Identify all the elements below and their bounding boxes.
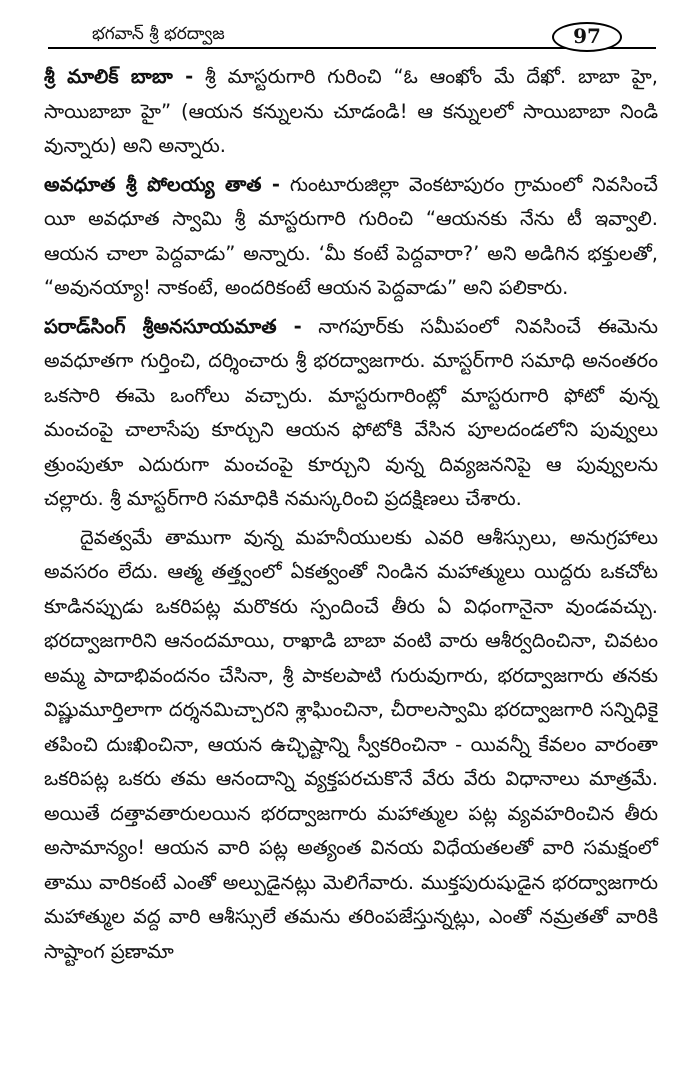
- running-header: [48, 22, 656, 52]
- paragraph-text: నాగపూర్‌కు సమీపంలో నివసించే ఈమెను అవధూతగా గుర్తించి, దర్శించారు శ్రీ భరద్వాజగారు. మాస్టర్‌గారి సమాధి అనంతరం ఒకసారి ఈమె ఒంగోలు వచ్చారు. మాస్టరుగారింట్లో మాస్టరుగారి ఫోటో వున్న మంచంపై చాలాసేపు కూర్చుని ఆయన ఫోటోకి వేసిన పూలదండలోని పువ్వులు త్రుంపుతూ ఎదురుగా మంచంపై కూర్చుని వున్న దివ్యజననిపై ఆ పువ్వులను చల్లారు. శ్రీ మాస్టర్‌గారి సమాధికి నమస్కరించి ప్రదక్షిణలు చేశారు.: [44, 314, 658, 510]
- paragraph-divinity: [44, 521, 658, 970]
- paragraph-heading: అవధూత శ్రీ పోలయ్య తాత -: [44, 172, 281, 196]
- paragraph-polayya-tata: [44, 168, 658, 306]
- paragraph-malik-baba: [44, 60, 658, 164]
- paragraph-text: దైవత్వమే తాముగా వున్న మహనీయులకు ఎవరి ఆశీస్సులు, అనుగ్రహాలు అవసరం లేదు. ఆత్మ తత్త్వంలో ఏకత్వంతో నిండిన మహాత్ములు యిద్దరు ఒకచోట కూడినప్పుడు ఒకరిపట్ల మరొకరు స్పందించే తీరు ఏ విధంగానైనా వుండవచ్చు. భరద్వాజగారిని ఆనందమాయి, రాఖాడి బాబా వంటి వారు ఆశీర్వదించినా, చివటం అమ్మ పాదాభివందనం చేసినా, శ్రీ పాకలపాటి గురువుగారు, భరద్వాజగారు తనకు విష్ణుమూర్తిలాగా దర్శనమిచ్చారని శ్లాఘించినా, చీరాలస్వామి భరద్వాజగారి సన్నిధికై తపించి దుఃఖించినా, ఆయన ఉచ్ఛిష్టాన్ని స్వీకరించినా - యివన్నీ కేవలం వారంతా ఒకరిపట్ల ఒకరు తమ ఆనందాన్ని వ్యక్తపరచుకొనే వేరు వేరు విధానాలు మాత్రమే. అయితే దత్తావతారులయిన భరద్వాజగారు మహాత్ముల పట్ల వ్యవహరించిన తీరు అసామాన్యం! ఆయన వారి పట్ల అత్యంత వినయ విధేయతలతో వారి సమక్షంలో తాము వారికంటే ఎంతో అల్పుడైనట్లు మెలిగేవారు. ముక్తపురుషుడైన భరద్వాజగారు మహాత్ముల వద్ద వారి ఆశీస్సులే తమను తరింపజేస్తున్నట్లు, ఎంతో నమ్రతతో వారికి సాష్టాంగ ప్రణామా: [44, 525, 658, 963]
- page-number: 97: [573, 24, 601, 48]
- page-body: [44, 60, 658, 973]
- book-title: భగవాన్ శ్రీ భరద్వాజ: [92, 24, 225, 44]
- paragraph-anasuya-mata: [44, 310, 658, 517]
- paragraph-text: శ్రీ మాస్టరుగారి గురించి “ఓ ఆంఖోం మే దేఖో. బాబా హై, సాయిబాబా హై” (ఆయన కన్నులను చూడండి! ఆ కన్నులలో సాయిబాబా నిండి వున్నారు) అని అన్నారు.: [44, 65, 659, 157]
- paragraph-text: గుంటూరుజిల్లా వెంకటాపురం గ్రామంలో నివసించే యీ అవధూత స్వామి శ్రీ మాస్టరుగారి గురించి “ఆయనకు నేను టీ ఇవ్వాలి. ఆయన చాలా పెద్దవాడు” అన్నారు. ‘మీ కంటే పెద్దవారా?’ అని అడిగిన భక్తులతో, “అవునయ్యా! నాకంటే, అందరికంటే ఆయన పెద్దవాడు” అని పలికారు.: [44, 172, 658, 299]
- paragraph-heading: శ్రీ మాలిక్ బాబా -: [44, 65, 194, 88]
- paragraph-heading: పరాడ్‌సింగ్ శ్రీఅనసూయమాత -: [44, 314, 302, 338]
